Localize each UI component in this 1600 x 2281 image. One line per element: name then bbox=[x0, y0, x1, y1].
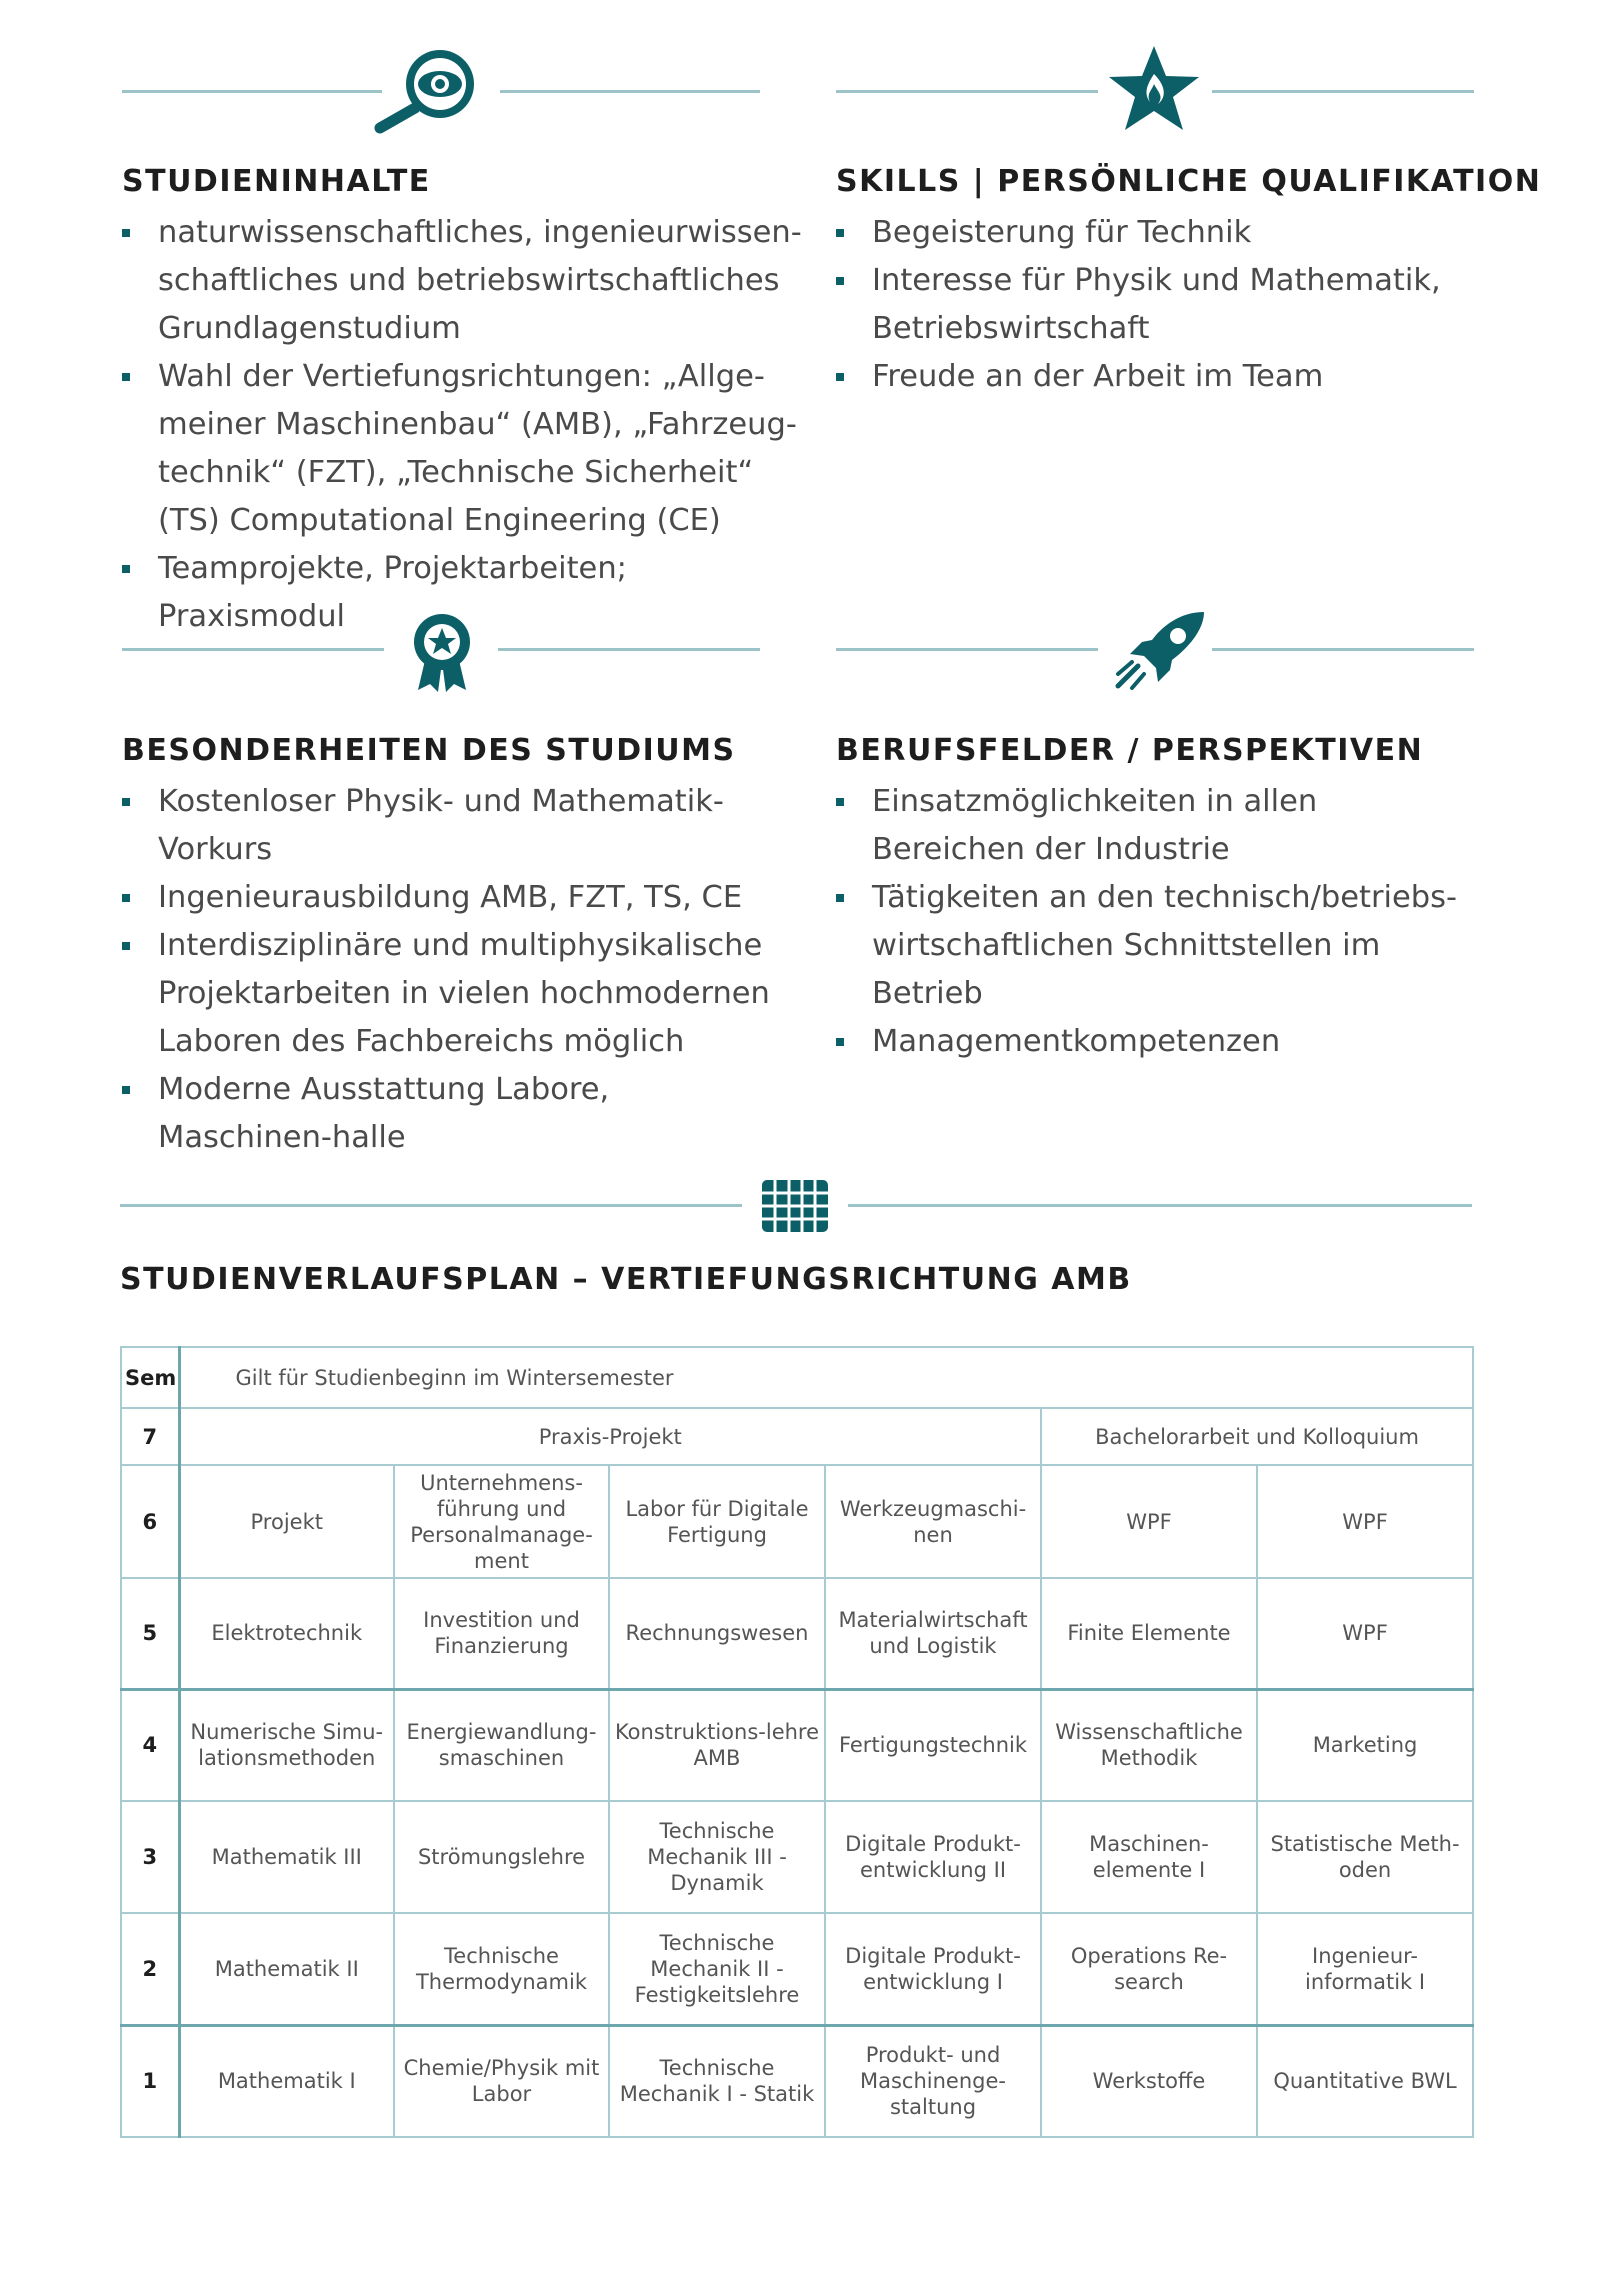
list-studieninhalte bbox=[122, 209, 802, 641]
list-item: Tätigkeiten an den technisch/betriebs-wirtschaftlichen Schnittstellen im Betrieb bbox=[836, 874, 1476, 1018]
section-title-berufsfelder: BERUFSFELDER / PERSPEKTIVEN bbox=[836, 733, 1424, 768]
award-badge-icon bbox=[410, 612, 474, 694]
section-title-studieninhalte: STUDIENINHALTE bbox=[122, 164, 431, 199]
table-cell: Fertigungstechnik bbox=[825, 1689, 1041, 1801]
table-row bbox=[121, 1465, 1473, 1578]
sem-number: 5 bbox=[121, 1578, 179, 1689]
table-row bbox=[121, 1689, 1473, 1801]
sem-number: 1 bbox=[121, 2025, 179, 2137]
star-flame-icon bbox=[1106, 44, 1202, 134]
table-cell: WPF bbox=[1041, 1465, 1257, 1578]
table-cell: Elektrotechnik bbox=[179, 1578, 394, 1689]
list-item: Einsatzmöglichkeiten in allen Bereichen der Industrie bbox=[836, 778, 1476, 874]
list-item: Wahl der Vertiefungsrichtungen: „Allge-meiner Maschinenbau“ (AMB), „Fahrzeug-technik“ (FZT), „Technische Sicherheit“ (TS) Computational Engineering (CE) bbox=[122, 353, 802, 545]
table-cell: Technische Mechanik II - Festigkeitslehre bbox=[609, 1913, 825, 2025]
list-skills bbox=[836, 209, 1496, 401]
list-besonderheiten bbox=[122, 778, 792, 1162]
table-cell: Maschinen-elemente I bbox=[1041, 1801, 1257, 1913]
table-cell: Investition und Finanzierung bbox=[394, 1578, 609, 1689]
table-cell: Chemie/Physik mit Labor bbox=[394, 2025, 609, 2137]
list-item: Interdisziplinäre und multiphysikalische Projektarbeiten in vielen hochmodernen Laboren des Fachbereichs möglich bbox=[122, 922, 792, 1066]
table-cell: Marketing bbox=[1257, 1689, 1473, 1801]
table-cell: Wissenschaftliche Methodik bbox=[1041, 1689, 1257, 1801]
table-cell: Labor für Digitale Fertigung bbox=[609, 1465, 825, 1578]
divider-skills-left bbox=[836, 90, 1098, 93]
table-cell: Technische Mechanik III - Dynamik bbox=[609, 1801, 825, 1913]
list-berufsfelder bbox=[836, 778, 1476, 1066]
list-item: Ingenieurausbildung AMB, FZT, TS, CE bbox=[122, 874, 792, 922]
section-title-skills: SKILLS | PERSÖNLICHE QUALIFIKATION bbox=[836, 164, 1542, 199]
list-item: Managementkompetenzen bbox=[836, 1018, 1476, 1066]
table-cell: Produkt- und Maschinenge-staltung bbox=[825, 2025, 1041, 2137]
table-cell: Werkstoffe bbox=[1041, 2025, 1257, 2137]
table-cell-bachelorarbeit: Bachelorarbeit und Kolloquium bbox=[1041, 1408, 1473, 1465]
divider-skills-right bbox=[1212, 90, 1474, 93]
table-row bbox=[121, 1578, 1473, 1689]
table-cell: Projekt bbox=[179, 1465, 394, 1578]
table-cell: Mathematik I bbox=[179, 2025, 394, 2137]
table-cell: Quantitative BWL bbox=[1257, 2025, 1473, 2137]
sem-number: 3 bbox=[121, 1801, 179, 1913]
table-cell: Rechnungswesen bbox=[609, 1578, 825, 1689]
table-cell: Digitale Produkt-entwicklung II bbox=[825, 1801, 1041, 1913]
sem-number: 6 bbox=[121, 1465, 179, 1578]
table-cell: Konstruktions-lehre AMB bbox=[609, 1689, 825, 1801]
table-cell: Mathematik III bbox=[179, 1801, 394, 1913]
table-row bbox=[121, 1408, 1473, 1465]
table-cell: Werkzeugmaschi-nen bbox=[825, 1465, 1041, 1578]
sem-number: 4 bbox=[121, 1689, 179, 1801]
study-plan-table bbox=[120, 1346, 1474, 2138]
table-cell: Materialwirtschaft und Logistik bbox=[825, 1578, 1041, 1689]
table-cell: Digitale Produkt-entwicklung I bbox=[825, 1913, 1041, 2025]
rocket-icon bbox=[1112, 608, 1208, 696]
divider-studieninhalte-left bbox=[122, 90, 382, 93]
table-cell: Strömungslehre bbox=[394, 1801, 609, 1913]
list-item: Interesse für Physik und Mathematik, Betriebswirtschaft bbox=[836, 257, 1496, 353]
divider-besonderheiten-right bbox=[498, 648, 760, 651]
section-berufsfelder bbox=[836, 733, 1476, 1066]
table-grid-icon bbox=[760, 1178, 830, 1234]
table-cell: Statistische Meth-oden bbox=[1257, 1801, 1473, 1913]
list-item: Moderne Ausstattung Labore, Maschinen-halle bbox=[122, 1066, 792, 1162]
sem-number: 7 bbox=[121, 1408, 179, 1465]
divider-plan-left bbox=[120, 1204, 742, 1207]
divider-plan-right bbox=[848, 1204, 1472, 1207]
table-row bbox=[121, 1913, 1473, 2025]
sem-number: 2 bbox=[121, 1913, 179, 2025]
list-item: Teamprojekte, Projektarbeiten; Praxismodul bbox=[122, 545, 802, 641]
table-cell: Operations Re-search bbox=[1041, 1913, 1257, 2025]
section-title-besonderheiten: BESONDERHEITEN DES STUDIUMS bbox=[122, 733, 736, 768]
list-item: Kostenloser Physik- und Mathematik-Vorkurs bbox=[122, 778, 792, 874]
table-cell: WPF bbox=[1257, 1465, 1473, 1578]
table-cell: Unternehmens-führung und Personalmanage-ment bbox=[394, 1465, 609, 1578]
divider-berufsfelder-left bbox=[836, 648, 1098, 651]
list-item: Freude an der Arbeit im Team bbox=[836, 353, 1496, 401]
table-header-row bbox=[121, 1347, 1473, 1408]
plan-title: STUDIENVERLAUFSPLAN – VERTIEFUNGSRICHTUNG AMB bbox=[120, 1262, 1132, 1297]
table-cell: Numerische Simu-lationsmethoden bbox=[179, 1689, 394, 1801]
divider-besonderheiten-left bbox=[122, 648, 384, 651]
table-cell: Finite Elemente bbox=[1041, 1578, 1257, 1689]
table-cell: Technische Mechanik I - Statik bbox=[609, 2025, 825, 2137]
section-skills bbox=[836, 164, 1542, 401]
table-cell: WPF bbox=[1257, 1578, 1473, 1689]
table-cell: Technische Thermodynamik bbox=[394, 1913, 609, 2025]
divider-studieninhalte-right bbox=[500, 90, 760, 93]
table-cell: Energiewandlung-smaschinen bbox=[394, 1689, 609, 1801]
section-besonderheiten bbox=[122, 733, 792, 1162]
magnifier-eye-icon bbox=[370, 44, 482, 134]
section-studieninhalte bbox=[122, 164, 802, 641]
table-cell: Ingenieur-informatik I bbox=[1257, 1913, 1473, 2025]
divider-berufsfelder-right bbox=[1212, 648, 1474, 651]
table-info: Gilt für Studienbeginn im Wintersemester bbox=[179, 1347, 1473, 1408]
table-cell: Mathematik II bbox=[179, 1913, 394, 2025]
table-row bbox=[121, 2025, 1473, 2137]
list-item: naturwissenschaftliches, ingenieurwissen-schaftliches und betriebswirtschaftliches Grundlagenstudium bbox=[122, 209, 802, 353]
sem-header: Sem bbox=[121, 1347, 179, 1408]
table-row bbox=[121, 1801, 1473, 1913]
table-cell-praxis-projekt: Praxis-Projekt bbox=[179, 1408, 1041, 1465]
list-item: Begeisterung für Technik bbox=[836, 209, 1496, 257]
